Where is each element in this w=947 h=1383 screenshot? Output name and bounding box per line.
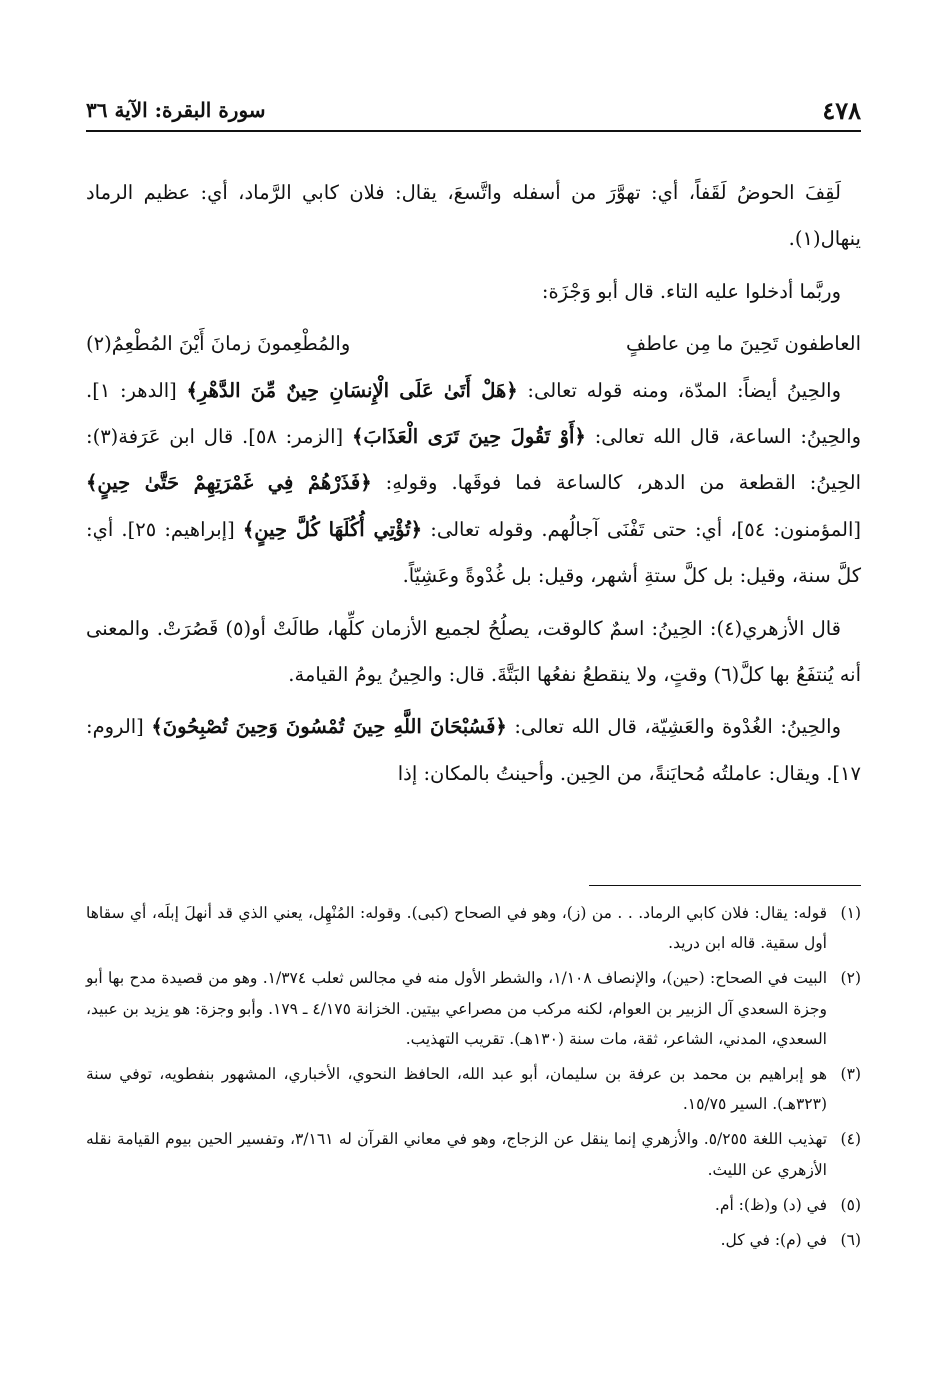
text-line: وقيل: بل غُدْوةً وعَشِيّاً. — [402, 564, 584, 588]
text-line: [الزمر: ٥٨]. قال ابن عَرَفة(٣): الحِينُ: القطعة من الدهر، كالساعة فما فوقَها. وقولهِ: — [86, 425, 861, 495]
footnote-number: (١) — [840, 904, 861, 922]
page-number: ٤٧٨ — [822, 96, 861, 125]
text-line: [المؤمنون: ٥٤]، أي: حتى تَفْنَى آجالُهم. وقوله تعالى: — [430, 517, 862, 541]
footnote-number: (٣) — [840, 1065, 861, 1084]
footnote — [86, 898, 861, 958]
running-title: سورة البقرة: الآية ٣٦ — [86, 98, 266, 122]
quran-quote: ﴿أَوْ تَقُولَ حِينَ تَرَى الْعَذَابَ﴾ — [351, 425, 586, 449]
verse-second-hemistich: والمُطْعِمونَ زمانَ أَيْنَ المُطْعِمُ(٢) — [86, 332, 351, 356]
footnote-number: (٤) — [840, 1130, 861, 1149]
paragraph-4 — [86, 606, 861, 699]
footnote-text: تهذيب اللغة ٥/٢٥٥. والأزهري إنما ينقل عن الزجاج، وهو في معاني القرآن له ٣/١٦١، وتفسير الحين بيوم القيامة نقله الأزهري عن الليث. — [86, 1130, 828, 1179]
quran-quote: تُصْبِحُونَ﴾ — [151, 715, 228, 739]
poetry-verse — [86, 321, 861, 367]
footnote-number: (٢) — [840, 969, 861, 988]
text-line: يومُ القيامة. — [288, 663, 383, 687]
footnote-text: في (د) و(ظ): أم. — [714, 1195, 827, 1214]
quran-quote: ﴿فَذَرْهُمْ فِي غَمْرَتِهِمْ حَتَّىٰ حِينٍ﴾ — [86, 471, 372, 495]
text-line: لَقِفَ الحوضُ لَقَفاً، أي: تهوَّرَ من أسفله واتَّسعَ، يقال: فلان كابي الرَّماد، أي: — [200, 181, 841, 204]
footnote — [86, 1190, 861, 1220]
quran-quote: ﴿فَسُبْحَانَ اللَّهِ حِينَ تُمْسُونَ وَحِينَ — [235, 715, 507, 739]
paragraph-2: وربَّما أدخلوا عليه التاء. قال أبو وَجْزَة: — [541, 279, 841, 303]
text-line: والحِينُ أيضاً: المدّة، ومنه قوله تعالى: — [517, 378, 841, 402]
footnote — [86, 963, 861, 1054]
text-line: قال الأزهري(٤): الحِينُ: اسمٌ كالوقت، يصلُحُ لجميع الأزمان كلِّها، طالَتْ — [273, 616, 842, 640]
footnote — [86, 1124, 861, 1184]
text-line: [الدهر: ١]. والحِينُ: الساعة، قال الله تعالى: — [86, 378, 861, 449]
paragraph-5 — [86, 704, 861, 797]
text-line: أو(٥) قَصُرَتْ. والمعنى أنه يُنتفَعُ بها كلَّ(٦) وقتٍ، ولا ينقطعُ نفعُها البَتَّةَ. قال: والحِينُ — [86, 616, 861, 687]
main-text — [86, 170, 861, 797]
quran-quote: ﴿هَلْ أَتَىٰ عَلَى الْإِنسَانِ حِينٌ مِّنَ الدَّهْرِ﴾ — [186, 378, 518, 402]
text-line: عظيم الرماد ينهال(١). — [86, 181, 861, 251]
footnotes — [86, 898, 861, 1260]
footnote-text: قوله: يقال: فلان كابي الرماد. . . من (ز)، وهو في الصحاح (كبى). وقوله: المُنْهِل، يعني الذي قد أنهلَ إبلَه، أي سقاها أول سقية. قاله ابن دريد. — [86, 904, 827, 953]
verse-first-hemistich: العاطفون تَحِينَ ما مِن عاطفٍ — [626, 332, 861, 356]
text-line: [الروم: ١٧]. ويقال: عاملتُه مُحايَنةً، من الحِين. وأحينتُ بالمكان: إذا — [86, 715, 861, 785]
footnote — [86, 1059, 861, 1119]
footnote-text: في (م): في كل. — [720, 1231, 827, 1250]
paragraph-1 — [86, 170, 861, 263]
footnote-number: (٦) — [840, 1231, 861, 1250]
text-line: [إبراهيم: ٢٥]. أي: كلَّ سنة، وقيل: بل كلَّ ستةِ أشهر، — [86, 517, 861, 588]
page-header — [86, 96, 861, 132]
footnote-text: هو إبراهيم بن محمد بن عرفة بن سليمان، أبو عبد الله، الحافظ النحوي، الأخباري، المشهور بنفطويه، توفي سنة (٣٢٣هـ). السير ١٥/٧٥. — [86, 1065, 827, 1114]
footnote-text: البيت في الصحاح: (حين)، والإنصاف ١/١٠٨، والشطر الأول منه في مجالس ثعلب ١/٣٧٤. وهو من قصيدة مدح بها أبو وجزة السعدي آل الزبير بن العوام، لكنه مركب من مصراعي بيتين. الخزانة ٤/١٧٥ ـ ١٧٩. وأبو وجزة: هو يزيد بن عبيد، السعدي، المدني، الشاعر، ثقة، مات سنة (١٣٠هـ). تقريب التهذيب. — [86, 969, 827, 1048]
paragraph-3 — [86, 368, 861, 600]
footnote-number: (٥) — [840, 1195, 861, 1214]
quran-quote: ﴿تُؤْتِي أُكُلَهَا كُلَّ حِينٍ﴾ — [242, 517, 423, 541]
footnote-separator — [589, 885, 861, 886]
text-line: والحِينُ: الغُدْوة والعَشِيّة، قال الله تعالى: — [506, 715, 842, 739]
footnote — [86, 1225, 861, 1255]
